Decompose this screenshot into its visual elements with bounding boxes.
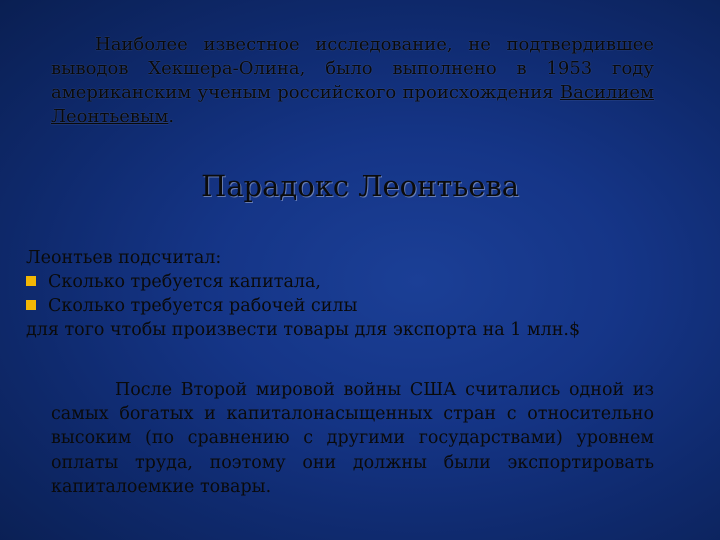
- intro-text: Наиболее известное исследование, не подтвердившее выводов Хекшера-Олина, было выполнено в 1953 году американским ученым российского происхождения: [51, 34, 654, 103]
- list-item-text: Сколько требуется рабочей силы: [48, 296, 358, 316]
- square-bullet-icon: [26, 300, 36, 310]
- slide-title: Парадокс Леонтьева: [200, 169, 520, 203]
- list-item: [26, 270, 686, 294]
- post-war-text: После Второй мировой войны США считались одной из самых богатых и капиталонасыщенных стран с относительно высоким (по сравнению с другими государствами) уровнем оплаты труда, поэтому они должны были экспортировать капиталоемкие товары.: [51, 380, 654, 497]
- list-item-text: Сколько требуется капитала,: [48, 272, 321, 292]
- post-war-paragraph: [51, 378, 654, 499]
- leontief-link[interactable]: Василием Леонтьевым: [51, 82, 654, 127]
- calculation-lead: Леонтьев подсчитал:: [26, 248, 222, 268]
- intro-paragraph: [51, 33, 654, 129]
- calculation-block: [26, 246, 686, 342]
- intro-period: .: [168, 106, 175, 127]
- list-item: [26, 294, 686, 318]
- calculation-tail: для того чтобы произвести товары для экспорта на 1 млн.$: [26, 320, 581, 340]
- square-bullet-icon: [26, 276, 36, 286]
